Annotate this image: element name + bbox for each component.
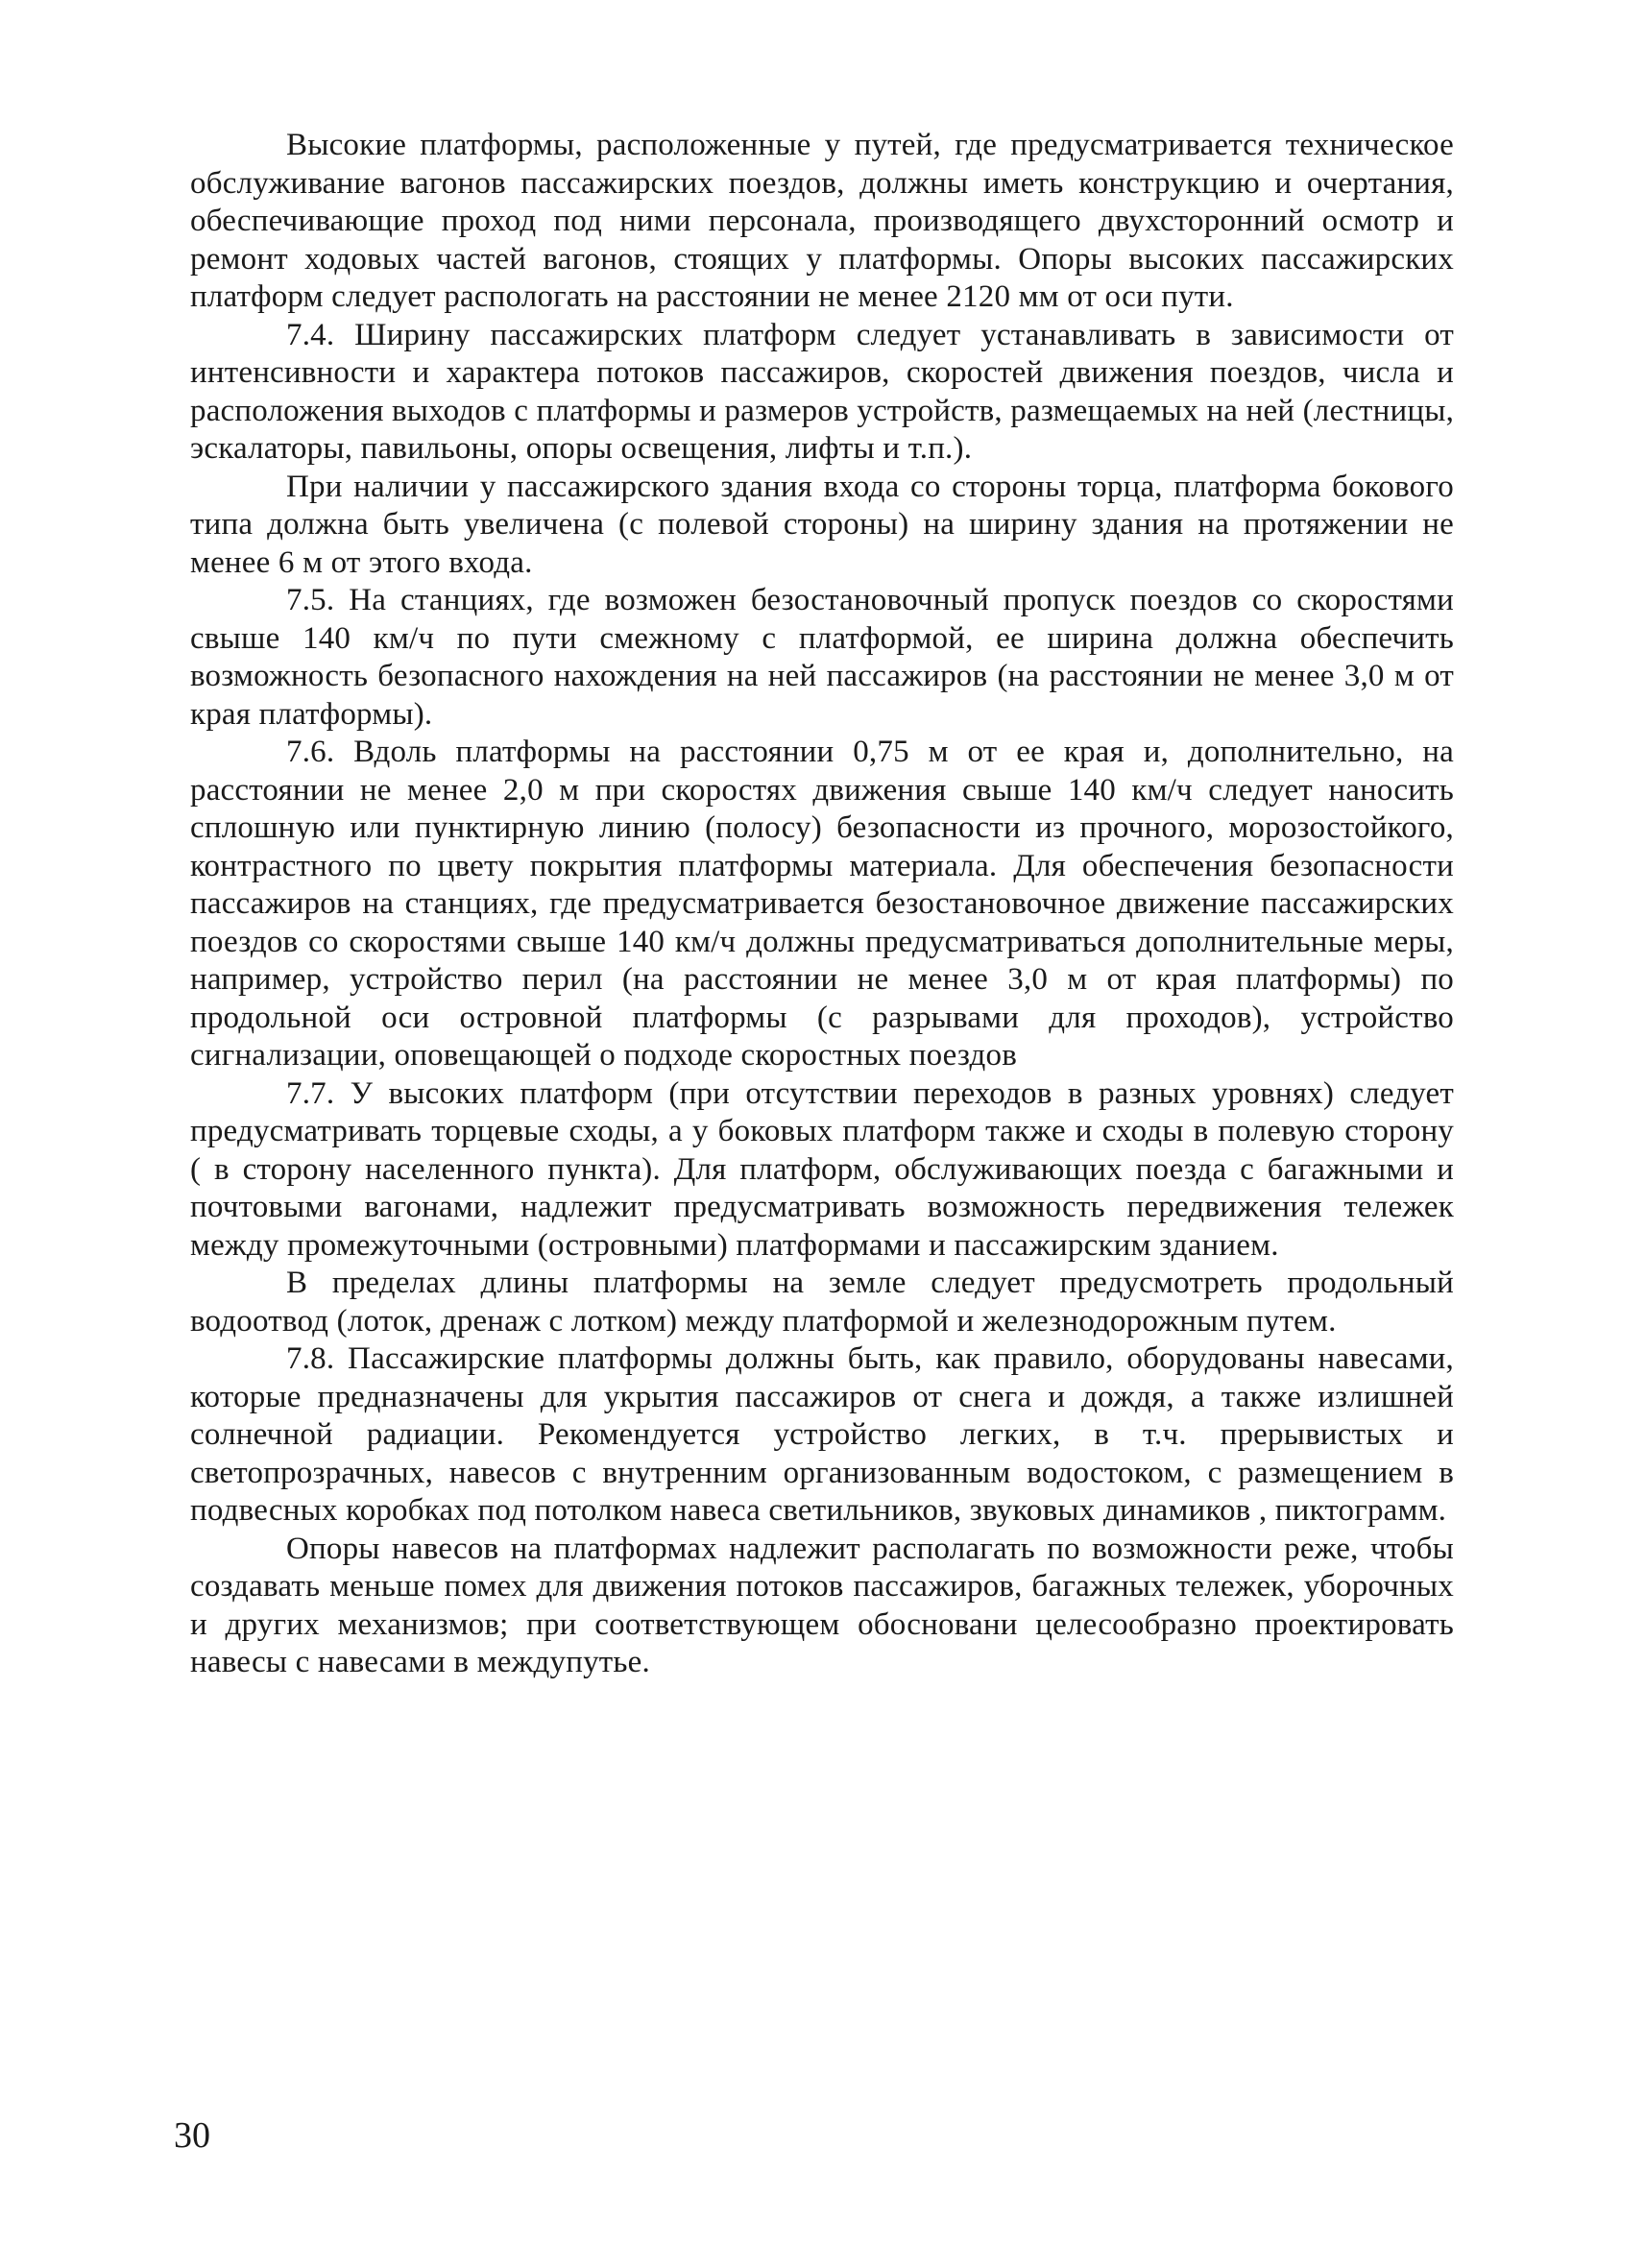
document-page: [190, 127, 1454, 1682]
paragraph-high-platforms: Высокие платформы, расположенные у путей, где предусматривается техническое обслуживание вагонов пассажирских поездов, должны иметь конструкцию и очертания, обеспечивающие проход под ними персонала, производящего двухсторонний осмотр и ремонт ходовых частей вагонов, стоящих у платформы. Опоры высоких пассажирских платформ следует распологать на расстоянии не менее 2120 мм от оси пути.: [190, 128, 1454, 314]
paragraph-7-6: 7.6. Вдоль платформы на расстоянии 0,75 м от ее края и, дополнительно, на расстоянии не менее 2,0 м при скоростях движения свыше 140 км/ч следует наносить сплошную или пунктирную линию (полосу) безопасности из прочного, морозостойкого, контрастного по цвету покрытия платформы материала. Для обеспечения безопасности пассажиров на станциях, где предусматривается безостановочное движение пассажирских поездов со скоростями свыше 140 км/ч должны предусматриваться дополнительные меры, например, устройство перил (на расстоянии не менее 3,0 м от края платформы) по продольной оси островной платформы (с разрывами для проходов), устройство сигнализации, оповещающей о подходе скоростных поездов: [190, 735, 1454, 1073]
paragraph-drainage: В пределах длины платформы на земле следует предусмотреть продольный водоотвод (лоток, дренаж с лотком) между платформой и железнодорожным путем.: [190, 1266, 1454, 1339]
paragraph-7-8: 7.8. Пассажирские платформы должны быть, как правило, оборудованы навесами, которые предназначены для укрытия пассажиров от снега и дождя, а также излишней солнечной радиации. Рекомендуется устройство легких, в т.ч. прерывистых и светопрозрачных, навесов с внутренним организованным водостоком, с размещением в подвесных коробках под потолком навеса светильников, звуковых динамиков , пиктограмм.: [190, 1341, 1454, 1528]
paragraph-7-4: 7.4. Ширину пассажирских платформ следует устанавливать в зависимости от интенсивности и характера потоков пассажиров, скоростей движения поездов, числа и расположения выходов с платформы и размеров устройств, размещаемых на ней (лестницы, эскалаторы, павильоны, опоры освещения, лифты и т.п.).: [190, 317, 1455, 466]
paragraph-canopy-supports: Опоры навесов на платформах надлежит располагать по возможности реже, чтобы создавать меньше помех для движения потоков пассажиров, багажных тележек, уборочных и других механизмов; при соответствующем обосновани целесообразно проектировать навесы с навесами в междупутье.: [190, 1531, 1454, 1679]
paragraph-7-7: 7.7. У высоких платформ (при отсутствии переходов в разных уровнях) следует предусматривать торцевые сходы, а у боковых платформ также и сходы в полевую сторону ( в сторону населенного пункта). Для платформ, обслуживающих поезда с багажными и почтовыми вагонами, надлежит предусматривать возможность передвижения тележек между промежуточными (островными) платформами и пассажирским зданием.: [190, 1075, 1454, 1263]
paragraph-7-5: 7.5. На станциях, где возможен безостановочный пропуск поездов со скоростями свыше 140 км/ч по пути смежному с платформой, ее ширина должна обеспечить возможность безопасного нахождения на ней пассажиров (на расстоянии не менее 3,0 м от края платформы).: [190, 583, 1454, 732]
page-number: 30: [174, 2115, 210, 2156]
paragraph-side-platform: При наличии у пассажирского здания входа со стороны торца, платформа бокового типа должна быть увеличена (с полевой стороны) на ширину здания на протяжении не менее 6 м от этого входа.: [190, 469, 1454, 580]
